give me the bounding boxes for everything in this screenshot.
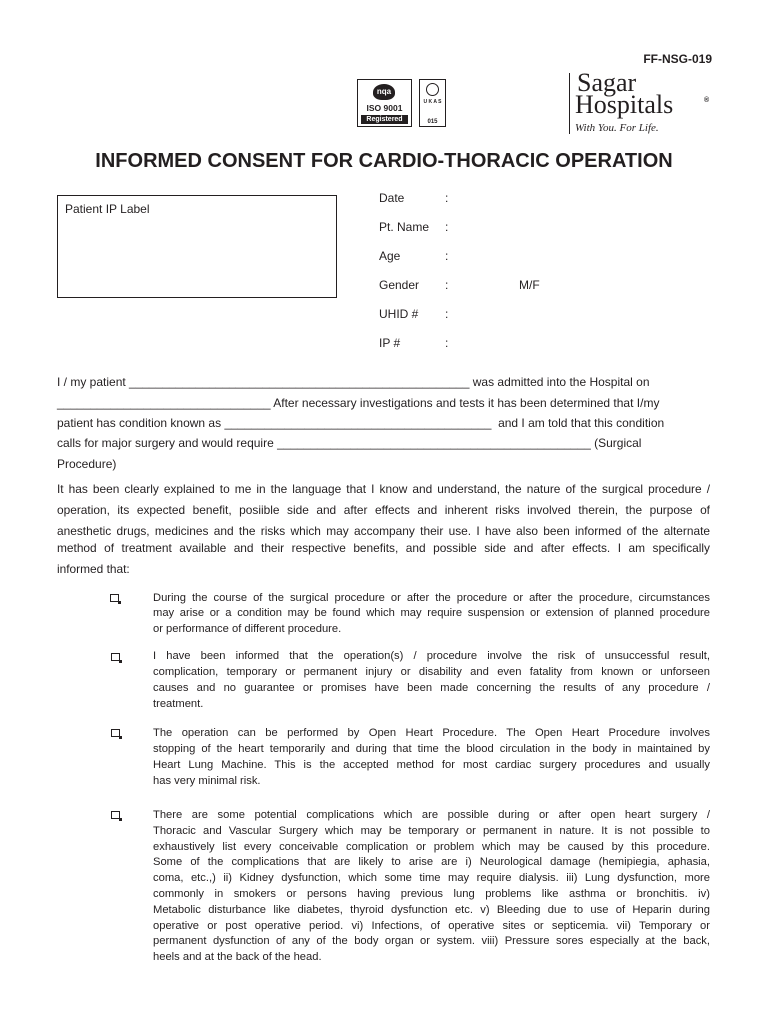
declaration-line[interactable]: ________________________________ After necessary investigations and tests it has been determined that I/my [57, 396, 660, 410]
checklist-line: treatment. [153, 698, 204, 710]
checklist-line: permanent dysfunction of any of the body organ or system. viii) Pressure sores especially at the back, [153, 935, 710, 947]
gender-options[interactable]: M/F [519, 278, 540, 292]
date-field[interactable]: : [445, 191, 449, 205]
checklist-line: I have been informed that the operation(s) / procedure involve the risk of unsuccessful result, [153, 650, 710, 662]
patient-name-label: Pt. Name [379, 220, 430, 234]
checklist-line: During the course of the surgical procedure or after the procedure or after the procedure, circumstances [153, 592, 710, 604]
checklist-line: Some of the complications that are likely to arise are i) Neurological damage (hemipiegia, aphasia, [153, 856, 710, 868]
logo-name-line2: Hospitals [575, 90, 674, 119]
checklist-line: or performance of different procedure. [153, 623, 342, 635]
logo-tagline: With You. For Life. [575, 122, 659, 134]
checklist-line: Thoracic and Vascular Surgery which may be temporary or permanent in nature. It is not possible to [153, 825, 710, 837]
checkbox-icon[interactable] [111, 653, 120, 661]
checklist-line: exhaustively list every conceivable complication or problem which may be caused by this procedure. [153, 841, 710, 853]
hospital-logo [569, 68, 714, 137]
logo-divider [569, 73, 570, 134]
form-code: FF-NSG-019 [643, 52, 712, 66]
checklist-line: Heart Lung Machine. This is the accepted method for most cardiac surgery procedures and usually [153, 759, 710, 771]
explanation-line: operation, its expected benefit, posiible side and after effects and inherent risks involved therein, the purpose of [57, 503, 710, 517]
checklist-line: operative or post operative period. vi) Infections, of operative sites or septicemia. vii) Temporary or [153, 920, 710, 932]
iso-standard: ISO 9001 [366, 103, 403, 113]
iso-9001-badge [357, 79, 412, 127]
ukas-badge [419, 79, 446, 127]
patient-label-box[interactable] [57, 195, 337, 298]
checklist-line: stopping of the heart temporarily and during that time the blood circulation in the body in maintained by [153, 743, 710, 755]
checklist-line: heels and at the back of the head. [153, 951, 322, 963]
nqa-logo: nqa [373, 84, 395, 100]
checklist-line: commonly in smokers or persons having previous lung problems like asthma or bronchitis. iv) [153, 888, 710, 900]
checkbox-icon[interactable] [110, 594, 119, 602]
registered-mark: ® [704, 97, 710, 104]
ip-number-label: IP # [379, 336, 401, 350]
explanation-line: anesthetic drugs, medicines and the risks which may accompany their use. I have also been informed of the alternate [57, 524, 710, 538]
age-field[interactable]: : [445, 249, 449, 263]
crown-icon [426, 83, 439, 96]
uhid-label: UHID # [379, 307, 419, 321]
document-title: INFORMED CONSENT FOR CARDIO-THORACIC OPERATION [95, 150, 673, 172]
gender-field[interactable]: : [445, 278, 449, 292]
gender-label: Gender [379, 278, 420, 292]
patient-label-caption: Patient IP Label [65, 202, 150, 216]
declaration-line[interactable]: calls for major surgery and would require _______________________________________________ (Surgical [57, 436, 642, 450]
checklist-line: has very minimal risk. [153, 775, 261, 787]
checkbox-icon[interactable] [111, 729, 120, 737]
explanation-line: method of treatment available and their respective benefits, and possible side and after effects. I am specifically [57, 541, 710, 555]
date-label: Date [379, 191, 405, 205]
declaration-line[interactable]: patient has condition known as ________________________________________ and I am told that this condition [57, 416, 665, 430]
age-label: Age [379, 249, 401, 263]
checklist-line: Metabolic disturbance like diabetes, thyroid dysfunction etc. v) Bleeding due to use of Heparin during [153, 904, 710, 916]
checkbox-icon[interactable] [111, 811, 120, 819]
ip-number-field[interactable]: : [445, 336, 449, 350]
ukas-text: U K A S [423, 99, 442, 105]
ukas-number: 015 [427, 119, 438, 125]
declaration-line: Procedure) [57, 457, 117, 471]
checklist-line: There are some potential complications which are possible during or after open heart surgery / [153, 809, 710, 821]
explanation-line: informed that: [57, 562, 130, 576]
checklist-line: complication, temporary or permanent injury or disability and even fatality from known or unforseen [153, 666, 710, 678]
checklist-line: coma, etc.,) ii) Kidney dysfunction, which some time may require dialysis. iii) Lung dysfunction, more [153, 872, 710, 884]
explanation-line: It has been clearly explained to me in the language that I know and understand, the nature of the surgical procedure / [57, 482, 710, 496]
checklist-line: The operation can be performed by Open Heart Procedure. The Open Heart Procedure involves [153, 727, 710, 739]
uhid-field[interactable]: : [445, 307, 449, 321]
declaration-line[interactable]: I / my patient ___________________________________________________ was admitted into the Hospital on [57, 375, 650, 389]
iso-registered-label: Registered [361, 115, 408, 124]
checklist-line: causes and no guarantee or promises have been made concerning the results of any procedure / [153, 682, 710, 694]
logo-name-line1: Sagar [577, 68, 637, 97]
certification-badges [357, 79, 446, 127]
checklist-line: may arise or a condition may be found which may require suspension or extension of planned procedure [153, 607, 710, 619]
patient-name-field[interactable]: : [445, 220, 449, 234]
